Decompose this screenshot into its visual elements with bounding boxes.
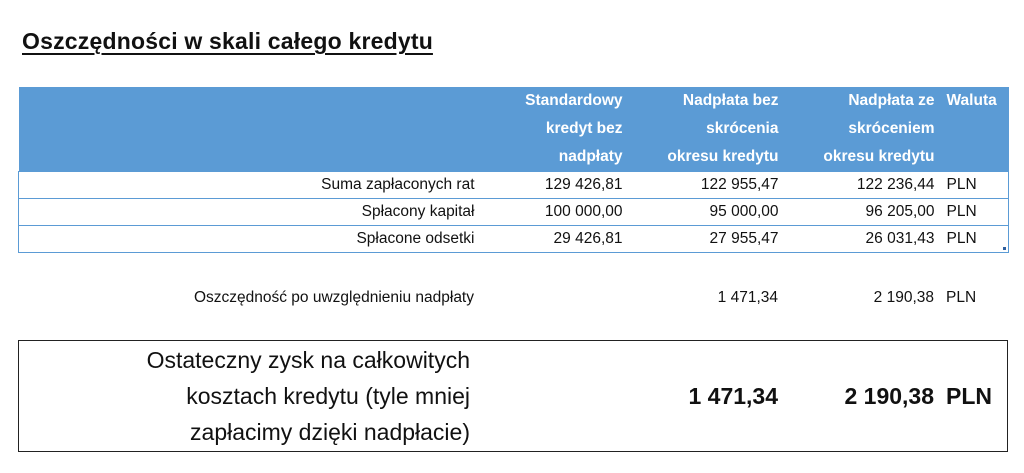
final-profit-shortening: 2 190,38 xyxy=(844,382,934,409)
final-profit-currency: PLN xyxy=(946,382,992,409)
final-profit-label-line: Ostateczny zysk na całkowitych xyxy=(146,347,470,373)
header-empty-cell xyxy=(19,87,481,172)
header-standard-line: Standardowy xyxy=(525,92,623,109)
header-shortening-line: skróceniem xyxy=(848,120,935,137)
cell-standard: 129 426,81 xyxy=(481,172,629,199)
header-no-shortening xyxy=(629,87,785,172)
final-profit-row xyxy=(19,341,1007,451)
cell-currency xyxy=(941,226,1009,253)
header-no-shortening-line: okresu kredytu xyxy=(667,148,779,165)
cell-standard: 29 426,81 xyxy=(481,226,629,253)
header-no-shortening-line: skrócenia xyxy=(706,120,779,137)
savings-currency: PLN xyxy=(946,289,977,306)
header-shortening-line: okresu kredytu xyxy=(823,148,935,165)
row-label: Spłacony kapitał xyxy=(19,199,481,226)
savings-row-table xyxy=(18,284,1008,312)
row-label: Spłacone odsetki xyxy=(19,226,481,253)
savings-no-shortening: 1 471,34 xyxy=(717,289,778,306)
table-row xyxy=(19,226,1009,253)
cell-currency: PLN xyxy=(941,199,1009,226)
final-profit-table xyxy=(19,341,1007,451)
cell-currency: PLN xyxy=(941,172,1009,199)
savings-row xyxy=(18,284,1008,312)
table-row xyxy=(19,172,1009,199)
header-standard-line: kredyt bez xyxy=(545,120,623,137)
cell-shortening: 122 236,44 xyxy=(785,172,941,199)
table-header-row xyxy=(19,87,1009,172)
cell-no-shortening: 95 000,00 xyxy=(629,199,785,226)
header-standard xyxy=(481,87,629,172)
credit-comparison-table xyxy=(18,87,1009,253)
page-title: Oszczędności w skali całego kredytu xyxy=(22,28,433,54)
header-shortening-line: Nadpłata ze xyxy=(848,92,935,109)
final-profit-label-line: zapłacimy dzięki nadpłacie) xyxy=(190,419,470,445)
final-profit-label-line: kosztach kredytu (tyle mniej xyxy=(186,383,470,409)
cell-standard: 100 000,00 xyxy=(481,199,629,226)
final-profit-standard-empty xyxy=(480,341,628,451)
final-profit-no-shortening: 1 471,34 xyxy=(688,382,778,409)
savings-standard-empty xyxy=(480,284,628,312)
header-standard-line: nadpłaty xyxy=(558,148,623,165)
final-profit-label xyxy=(19,341,480,451)
header-no-shortening-line: Nadpłata bez xyxy=(682,92,779,109)
cell-no-shortening: 122 955,47 xyxy=(629,172,785,199)
savings-label: Oszczędność po uwzględnieniu nadpłaty xyxy=(193,289,474,306)
savings-shortening: 2 190,38 xyxy=(873,289,934,306)
cell-currency-text: PLN xyxy=(946,230,977,247)
table-resize-handle[interactable] xyxy=(1003,247,1006,250)
header-currency: Waluta xyxy=(941,87,1009,172)
row-label: Suma zapłaconych rat xyxy=(19,172,481,199)
cell-shortening: 96 205,00 xyxy=(785,199,941,226)
table-row xyxy=(19,199,1009,226)
cell-no-shortening: 27 955,47 xyxy=(629,226,785,253)
cell-shortening: 26 031,43 xyxy=(785,226,941,253)
header-shortening xyxy=(785,87,941,172)
final-profit-box xyxy=(18,340,1008,452)
